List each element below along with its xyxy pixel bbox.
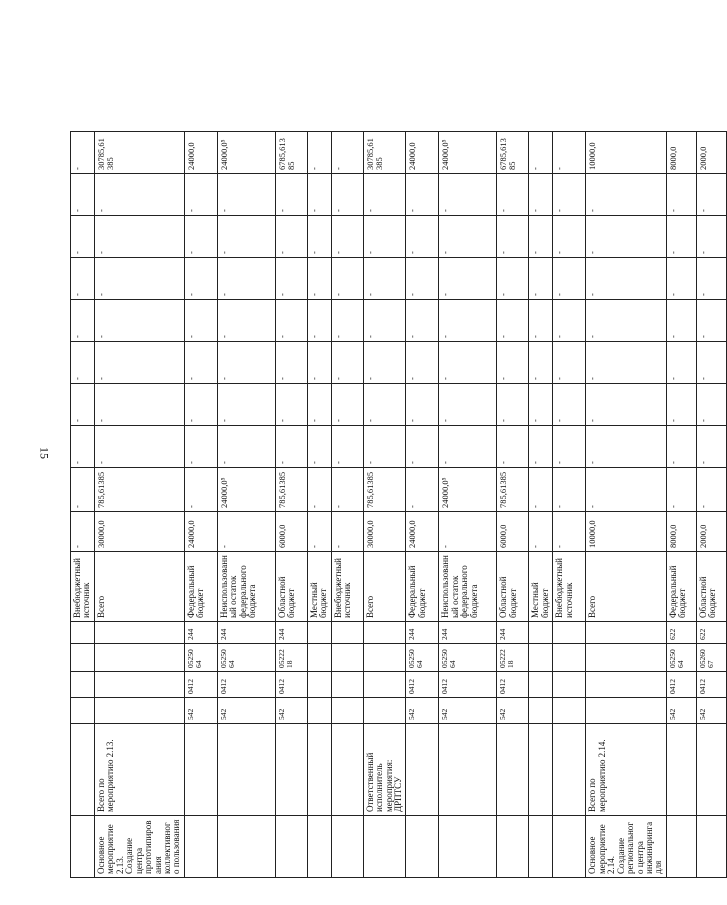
- table-row: [331, 0, 363, 878]
- value-cell: -: [497, 426, 529, 468]
- value-cell: -: [307, 258, 331, 300]
- value-cell: -: [184, 342, 217, 384]
- grbs-code-cell: [363, 698, 406, 724]
- grbs-code-cell: 542: [497, 698, 529, 724]
- value-cell: -: [529, 258, 553, 300]
- value-cell: -: [275, 216, 307, 258]
- value-cell: -: [275, 342, 307, 384]
- value-cell: -: [553, 512, 586, 552]
- value-cell: 30785,61385: [94, 132, 184, 174]
- value-cell: -: [307, 216, 331, 258]
- source-cell: Федеральный бюджет: [406, 552, 439, 622]
- value-cell: -: [497, 384, 529, 426]
- source-cell: Внебюджетный источник: [71, 552, 95, 622]
- rz-pr-code-cell: [529, 672, 553, 698]
- value-cell: -: [696, 342, 726, 384]
- budget-table-container: [70, 18, 718, 878]
- value-cell: -: [666, 384, 696, 426]
- value-cell: -: [406, 468, 439, 512]
- rz-pr-code-cell: 0412: [184, 672, 217, 698]
- value-cell: -: [217, 384, 275, 426]
- value-cell: -: [406, 384, 439, 426]
- table-row: [497, 0, 529, 878]
- csr-code-cell: [331, 644, 363, 672]
- activity-cell: [666, 816, 696, 878]
- csr-code-cell: 05250 64: [666, 644, 696, 672]
- grbs-code-cell: 542: [406, 698, 439, 724]
- value-cell: -: [666, 258, 696, 300]
- vr-code-cell: [586, 622, 667, 644]
- budget-table: [70, 0, 727, 878]
- value-cell: -: [439, 174, 497, 216]
- value-cell: -: [406, 426, 439, 468]
- vr-code-cell: 244: [275, 622, 307, 644]
- vr-code-cell: [363, 622, 406, 644]
- value-cell: -: [275, 174, 307, 216]
- section-cell: [307, 724, 331, 816]
- value-cell: 24000,0: [406, 512, 439, 552]
- grbs-code-cell: 542: [696, 698, 726, 724]
- value-cell: -: [406, 342, 439, 384]
- page-number: 15: [37, 447, 52, 459]
- value-cell: -: [217, 174, 275, 216]
- grbs-code-cell: 542: [275, 698, 307, 724]
- rz-pr-code-cell: [94, 672, 184, 698]
- section-cell: [696, 724, 726, 816]
- value-cell: -: [553, 468, 586, 512]
- value-cell: 785,61385: [497, 468, 529, 512]
- value-cell: -: [71, 174, 95, 216]
- activity-cell: [529, 816, 553, 878]
- value-cell: -: [275, 426, 307, 468]
- source-cell: Неиспользованный остаток федерального бюджета: [217, 552, 275, 622]
- value-cell: -: [439, 342, 497, 384]
- section-cell: [439, 724, 497, 816]
- table-row: [363, 0, 406, 878]
- value-cell: -: [217, 426, 275, 468]
- vr-code-cell: 244: [439, 622, 497, 644]
- source-cell: Местный бюджет: [529, 552, 553, 622]
- value-cell: -: [439, 384, 497, 426]
- value-cell: -: [184, 216, 217, 258]
- value-cell: -: [586, 216, 667, 258]
- value-cell: 24000,0: [406, 132, 439, 174]
- value-cell: -: [586, 468, 667, 512]
- rz-pr-code-cell: [553, 672, 586, 698]
- value-cell: -: [217, 300, 275, 342]
- section-cell: [184, 724, 217, 816]
- source-cell: Внебюджетный источник: [331, 552, 363, 622]
- table-row: [529, 0, 553, 878]
- value-cell: -: [71, 468, 95, 512]
- value-cell: -: [94, 426, 184, 468]
- csr-code-cell: 05250 64: [217, 644, 275, 672]
- value-cell: 2000,0: [696, 132, 726, 174]
- value-cell: -: [307, 300, 331, 342]
- value-cell: -: [406, 258, 439, 300]
- rz-pr-code-cell: [307, 672, 331, 698]
- activity-cell: [363, 816, 406, 878]
- table-row: [184, 0, 217, 878]
- value-cell: -: [71, 132, 95, 174]
- source-cell: Местный бюджет: [307, 552, 331, 622]
- csr-code-cell: [71, 644, 95, 672]
- value-cell: -: [275, 384, 307, 426]
- grbs-code-cell: [71, 698, 95, 724]
- value-cell: -: [553, 384, 586, 426]
- value-cell: -: [497, 258, 529, 300]
- csr-code-cell: [553, 644, 586, 672]
- value-cell: -: [363, 216, 406, 258]
- source-cell: Федеральный бюджет: [666, 552, 696, 622]
- value-cell: -: [275, 300, 307, 342]
- value-cell: -: [439, 300, 497, 342]
- value-cell: -: [666, 300, 696, 342]
- value-cell: -: [497, 174, 529, 216]
- source-cell: Областной бюджет: [696, 552, 726, 622]
- value-cell: -: [71, 300, 95, 342]
- activity-cell: Основное мероприятие 2.14. Создание регионального центра инжиниринга для: [586, 816, 667, 878]
- source-cell: Областной бюджет: [497, 552, 529, 622]
- table-row: [439, 0, 497, 878]
- vr-code-cell: 622: [666, 622, 696, 644]
- value-cell: 30000,0: [94, 512, 184, 552]
- value-cell: -: [184, 258, 217, 300]
- rz-pr-code-cell: [71, 672, 95, 698]
- value-cell: 24000,0⁵: [217, 468, 275, 512]
- section-cell: [406, 724, 439, 816]
- vr-code-cell: 244: [497, 622, 529, 644]
- grbs-code-cell: 542: [666, 698, 696, 724]
- value-cell: -: [586, 300, 667, 342]
- section-cell: Ответственный исполнитель мероприятия: ДРПТСУ: [363, 724, 406, 816]
- value-cell: -: [586, 426, 667, 468]
- value-cell: -: [529, 384, 553, 426]
- value-cell: -: [94, 216, 184, 258]
- table-row: [217, 0, 275, 878]
- value-cell: -: [363, 342, 406, 384]
- value-cell: -: [94, 384, 184, 426]
- value-cell: -: [307, 384, 331, 426]
- value-cell: -: [331, 426, 363, 468]
- activity-cell: [406, 816, 439, 878]
- value-cell: -: [331, 342, 363, 384]
- value-cell: -: [529, 512, 553, 552]
- value-cell: -: [331, 132, 363, 174]
- value-cell: -: [363, 300, 406, 342]
- value-cell: -: [696, 384, 726, 426]
- value-cell: -: [696, 300, 726, 342]
- value-cell: -: [696, 216, 726, 258]
- table-row: [275, 0, 307, 878]
- value-cell: -: [94, 342, 184, 384]
- activity-cell: [439, 816, 497, 878]
- value-cell: -: [71, 426, 95, 468]
- rz-pr-code-cell: 0412: [439, 672, 497, 698]
- value-cell: -: [94, 258, 184, 300]
- rz-pr-code-cell: [331, 672, 363, 698]
- source-cell: Всего: [586, 552, 667, 622]
- source-cell: Внебюджетный источник: [553, 552, 586, 622]
- value-cell: -: [307, 426, 331, 468]
- value-cell: -: [529, 426, 553, 468]
- grbs-code-cell: [94, 698, 184, 724]
- rz-pr-code-cell: 0412: [406, 672, 439, 698]
- rz-pr-code-cell: 0412: [696, 672, 726, 698]
- vr-code-cell: [331, 622, 363, 644]
- vr-code-cell: [529, 622, 553, 644]
- value-cell: -: [71, 216, 95, 258]
- value-cell: -: [184, 384, 217, 426]
- value-cell: -: [666, 342, 696, 384]
- activity-cell: Основное мероприятие 2.13. Создание центра прототипирования коллективного пользования: [94, 816, 184, 878]
- activity-cell: [553, 816, 586, 878]
- value-cell: 24000,0⁵: [217, 132, 275, 174]
- value-cell: -: [363, 258, 406, 300]
- value-cell: -: [406, 174, 439, 216]
- value-cell: -: [217, 512, 275, 552]
- source-cell: Всего: [94, 552, 184, 622]
- activity-cell: [217, 816, 275, 878]
- value-cell: -: [71, 512, 95, 552]
- value-cell: -: [497, 300, 529, 342]
- value-cell: -: [529, 468, 553, 512]
- value-cell: 6000,0: [497, 512, 529, 552]
- table-row: [307, 0, 331, 878]
- table-row: [553, 0, 586, 878]
- csr-code-cell: [586, 644, 667, 672]
- section-cell: [553, 724, 586, 816]
- section-cell: Всего по мероприятию 2.13.: [94, 724, 184, 816]
- value-cell: -: [696, 468, 726, 512]
- grbs-code-cell: [529, 698, 553, 724]
- value-cell: 24000,0: [184, 512, 217, 552]
- value-cell: 24000,0⁵: [439, 132, 497, 174]
- csr-code-cell: 05222 18: [497, 644, 529, 672]
- activity-cell: [71, 816, 95, 878]
- source-cell: Неиспользованный остаток федерального бюджета: [439, 552, 497, 622]
- value-cell: 30785,61385: [363, 132, 406, 174]
- value-cell: -: [553, 132, 586, 174]
- value-cell: -: [696, 258, 726, 300]
- value-cell: -: [71, 258, 95, 300]
- value-cell: -: [439, 216, 497, 258]
- value-cell: -: [439, 258, 497, 300]
- table-row: [406, 0, 439, 878]
- value-cell: -: [497, 216, 529, 258]
- value-cell: -: [184, 174, 217, 216]
- value-cell: -: [331, 384, 363, 426]
- value-cell: -: [363, 174, 406, 216]
- section-cell: [529, 724, 553, 816]
- grbs-code-cell: [331, 698, 363, 724]
- grbs-code-cell: [307, 698, 331, 724]
- vr-code-cell: 622: [696, 622, 726, 644]
- value-cell: -: [406, 300, 439, 342]
- value-cell: -: [406, 216, 439, 258]
- value-cell: -: [586, 342, 667, 384]
- value-cell: -: [586, 258, 667, 300]
- value-cell: -: [184, 468, 217, 512]
- grbs-code-cell: [586, 698, 667, 724]
- value-cell: 10000,0: [586, 512, 667, 552]
- value-cell: -: [439, 512, 497, 552]
- value-cell: -: [666, 174, 696, 216]
- value-cell: -: [529, 216, 553, 258]
- value-cell: -: [307, 468, 331, 512]
- grbs-code-cell: 542: [217, 698, 275, 724]
- value-cell: -: [71, 384, 95, 426]
- vr-code-cell: 244: [184, 622, 217, 644]
- grbs-code-cell: 542: [184, 698, 217, 724]
- table-row: [94, 0, 184, 878]
- value-cell: -: [331, 512, 363, 552]
- value-cell: -: [307, 174, 331, 216]
- value-cell: -: [331, 300, 363, 342]
- value-cell: -: [666, 468, 696, 512]
- activity-cell: [696, 816, 726, 878]
- source-cell: Всего: [363, 552, 406, 622]
- vr-code-cell: [307, 622, 331, 644]
- table-row: [666, 0, 696, 878]
- vr-code-cell: 244: [217, 622, 275, 644]
- value-cell: 785,61385: [275, 468, 307, 512]
- value-cell: -: [331, 216, 363, 258]
- section-cell: [217, 724, 275, 816]
- csr-code-cell: [94, 644, 184, 672]
- value-cell: -: [586, 174, 667, 216]
- csr-code-cell: 05250 64: [406, 644, 439, 672]
- vr-code-cell: [553, 622, 586, 644]
- value-cell: 8000,0: [666, 132, 696, 174]
- value-cell: 10000,0: [586, 132, 667, 174]
- rz-pr-code-cell: [363, 672, 406, 698]
- table-row: [696, 0, 726, 878]
- rz-pr-code-cell: 0412: [666, 672, 696, 698]
- value-cell: -: [529, 342, 553, 384]
- value-cell: -: [529, 174, 553, 216]
- value-cell: 785,61385: [363, 468, 406, 512]
- source-cell: Областной бюджет: [275, 552, 307, 622]
- value-cell: -: [553, 426, 586, 468]
- value-cell: -: [497, 342, 529, 384]
- rz-pr-code-cell: 0412: [217, 672, 275, 698]
- source-cell: Федеральный бюджет: [184, 552, 217, 622]
- value-cell: -: [666, 216, 696, 258]
- activity-cell: [331, 816, 363, 878]
- value-cell: -: [666, 426, 696, 468]
- value-cell: -: [217, 216, 275, 258]
- value-cell: -: [553, 258, 586, 300]
- value-cell: 24000,0: [184, 132, 217, 174]
- value-cell: 30000,0: [363, 512, 406, 552]
- value-cell: -: [217, 258, 275, 300]
- grbs-code-cell: 542: [439, 698, 497, 724]
- value-cell: -: [184, 426, 217, 468]
- value-cell: 2000,0: [696, 512, 726, 552]
- section-cell: Всего по мероприятию 2.14.: [586, 724, 667, 816]
- value-cell: -: [307, 342, 331, 384]
- value-cell: -: [331, 174, 363, 216]
- csr-code-cell: 05250 64: [439, 644, 497, 672]
- section-cell: [275, 724, 307, 816]
- rz-pr-code-cell: 0412: [275, 672, 307, 698]
- value-cell: -: [696, 174, 726, 216]
- value-cell: -: [363, 384, 406, 426]
- rz-pr-code-cell: 0412: [497, 672, 529, 698]
- activity-cell: [497, 816, 529, 878]
- csr-code-cell: [307, 644, 331, 672]
- csr-code-cell: 05250 64: [184, 644, 217, 672]
- value-cell: -: [71, 342, 95, 384]
- value-cell: -: [553, 216, 586, 258]
- value-cell: -: [94, 174, 184, 216]
- value-cell: -: [553, 342, 586, 384]
- value-cell: 8000,0: [666, 512, 696, 552]
- value-cell: 24000,0⁵: [439, 468, 497, 512]
- section-cell: [666, 724, 696, 816]
- value-cell: -: [331, 258, 363, 300]
- value-cell: -: [363, 426, 406, 468]
- value-cell: 785,61385: [94, 468, 184, 512]
- table-body: [71, 0, 727, 878]
- value-cell: -: [184, 300, 217, 342]
- value-cell: -: [307, 132, 331, 174]
- value-cell: -: [307, 512, 331, 552]
- section-cell: [71, 724, 95, 816]
- table-row: [586, 0, 667, 878]
- vr-code-cell: [71, 622, 95, 644]
- csr-code-cell: 05222 18: [275, 644, 307, 672]
- vr-code-cell: 244: [406, 622, 439, 644]
- grbs-code-cell: [553, 698, 586, 724]
- value-cell: -: [275, 258, 307, 300]
- csr-code-cell: 05260 67: [696, 644, 726, 672]
- activity-cell: [307, 816, 331, 878]
- vr-code-cell: [94, 622, 184, 644]
- value-cell: -: [439, 426, 497, 468]
- value-cell: -: [529, 132, 553, 174]
- table-row: [71, 0, 95, 878]
- activity-cell: [184, 816, 217, 878]
- value-cell: -: [586, 384, 667, 426]
- value-cell: 6785,61385: [275, 132, 307, 174]
- section-cell: [497, 724, 529, 816]
- value-cell: -: [94, 300, 184, 342]
- value-cell: -: [553, 174, 586, 216]
- section-cell: [331, 724, 363, 816]
- value-cell: -: [331, 468, 363, 512]
- value-cell: -: [696, 426, 726, 468]
- csr-code-cell: [529, 644, 553, 672]
- csr-code-cell: [363, 644, 406, 672]
- value-cell: 6785,61385: [497, 132, 529, 174]
- value-cell: -: [529, 300, 553, 342]
- rz-pr-code-cell: [586, 672, 667, 698]
- value-cell: 6000,0: [275, 512, 307, 552]
- value-cell: -: [217, 342, 275, 384]
- value-cell: -: [553, 300, 586, 342]
- activity-cell: [275, 816, 307, 878]
